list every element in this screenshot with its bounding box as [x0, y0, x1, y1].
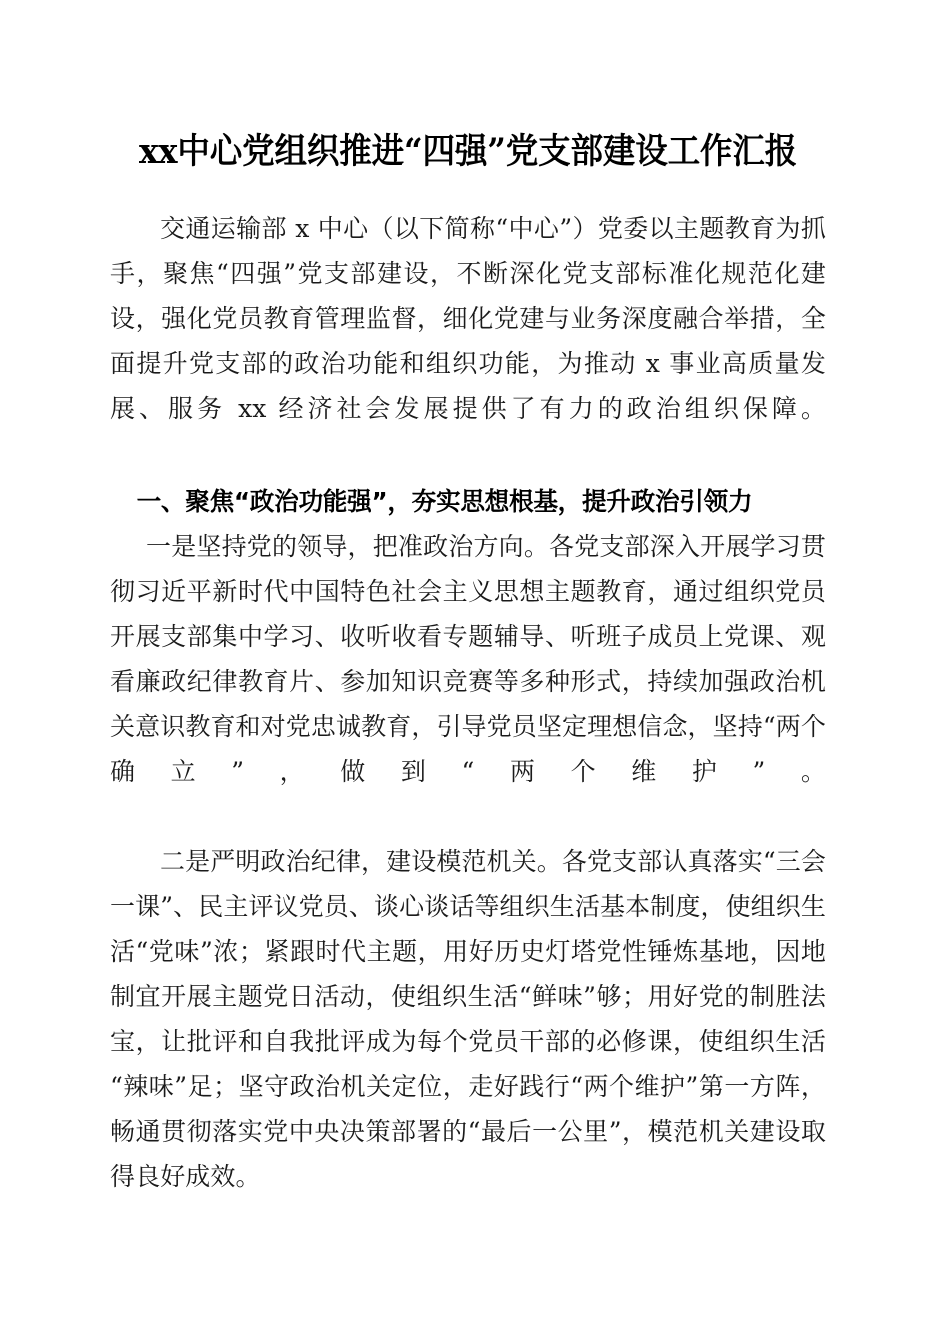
- paragraph-point-1: 一是坚持党的领导，把准政治方向。各党支部深入开展学习贯彻习近平新时代中国特色社会主义思想主题教育，通过组织党员开展支部集中学习、收听收看专题辅导、听班子成员上党课、观看廉政纪律教育片、参加知识竞赛等多种形式，持续加强政治机关意识教育和对党忠诚教育，引导党员坚定理想信念，坚持“两个确立”，做到“两个维护”。: [110, 532, 826, 786]
- paragraph-intro: 交通运输部 x 中心（以下简称“中心”）党委以主题教育为抓手，聚焦“四强”党支部建设，不断深化党支部标准化规范化建设，强化党员教育管理监督，细化党建与业务深度融合举措，全面提升党支部的政治功能和组织功能，为推动 x 事业高质量发展、服务 xx 经济社会发展提供了有力的政治组织保障。: [110, 214, 826, 423]
- paragraph-point-2: 二是严明政治纪律，建设模范机关。各党支部认真落实“三会一课”、民主评议党员、谈心谈话等组织生活基本制度，使组织生活“党味”浓；紧跟时代主题，用好历史灯塔党性锤炼基地，因地制宜开展主题党日活动，使组织生活“鲜味”够；用好党的制胜法宝，让批评和自我批评成为每个党员干部的必修课，使组织生活“辣味”足；坚守政治机关定位，走好践行“两个维护”第一方阵，畅通贯彻落实党中央决策部署的“最后一公里”，模范机关建设取得良好成效。: [110, 847, 826, 1191]
- page-title: xx中心党组织推进“四强”党支部建设工作汇报: [138, 131, 798, 172]
- section-heading-1: 一、聚焦“政治功能强”，夯实思想根基，提升政治引领力: [136, 487, 753, 516]
- document-body: [110, 0, 826, 1199]
